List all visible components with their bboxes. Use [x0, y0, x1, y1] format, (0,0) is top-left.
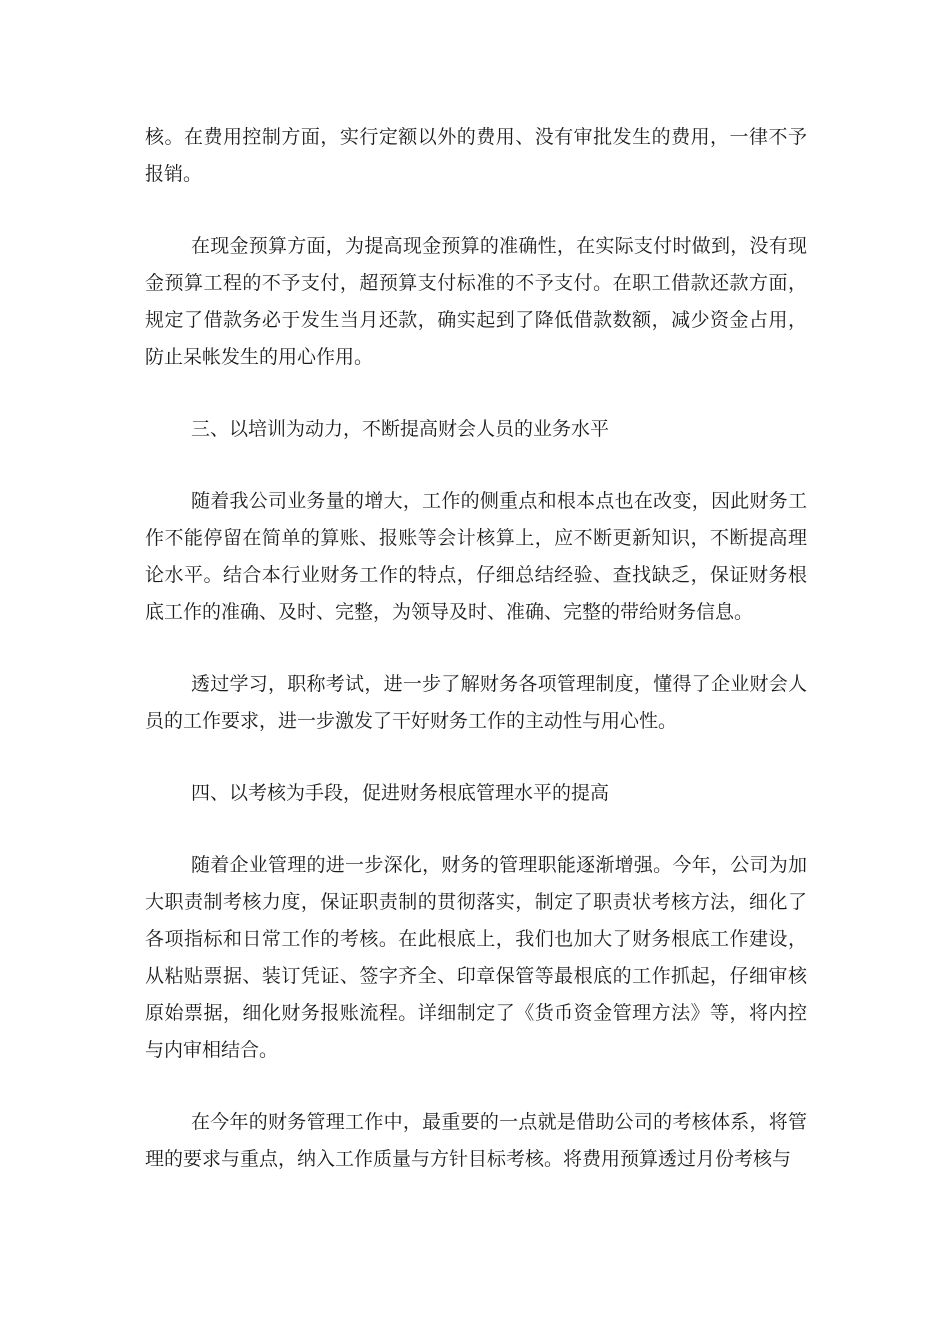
paragraph-business-growth: 随着我公司业务量的增大，工作的侧重点和根本点也在改变，因此财务工作不能停留在简单的算账、报账等会计核算上，应不断更新知识，不断提高理论水平。结合本行业财务工作的特点，仔细总结经验、查找缺乏，保证财务根底工作的准确、及时、完整，为领导及时、准确、完整的带给财务信息。 [145, 490, 807, 623]
paragraph-expense-control-continuation: 核。在费用控制方面，实行定额以外的费用、没有审批发生的费用，一律不予报销。 [145, 126, 807, 185]
paragraph-study-exam: 透过学习，职称考试，进一步了解财务各项管理制度，懂得了企业财会人员的工作要求，进一步激发了干好财务工作的主动性与用心性。 [145, 673, 807, 732]
section-heading-assessment: 四、以考核为手段，促进财务根底管理水平的提高 [191, 782, 610, 804]
section-heading-training: 三、以培训为动力，不断提高财会人员的业务水平 [191, 418, 610, 440]
paragraph-cash-budget: 在现金预算方面，为提高现金预算的准确性，在实际支付时做到，没有现金预算工程的不予支付，超预算支付标准的不予支付。在职工借款还款方面，规定了借款务必于发生当月还款，确实起到了降低借款数额，减少资金占用，防止呆帐发生的用心作用。 [145, 235, 807, 368]
document-body [145, 119, 807, 1213]
paragraph-management-deepening: 随着企业管理的进一步深化，财务的管理职能逐渐增强。今年，公司为加大职责制考核力度，保证职责制的贯彻落实，制定了职责状考核方法，细化了各项指标和日常工作的考核。在此根底上，我们也加大了财务根底工作建设，从粘贴票据、装订凭证、签字齐全、印章保管等最根底的工作抓起，仔细审核原始票据，细化财务报账流程。详细制定了《货币资金管理方法》等，将内控与内审相结合。 [145, 854, 807, 1061]
paragraph-assessment-system: 在今年的财务管理工作中，最重要的一点就是借助公司的考核体系，将管理的要求与重点，纳入工作质量与方针目标考核。将费用预算透过月份考核与 [145, 1111, 807, 1170]
